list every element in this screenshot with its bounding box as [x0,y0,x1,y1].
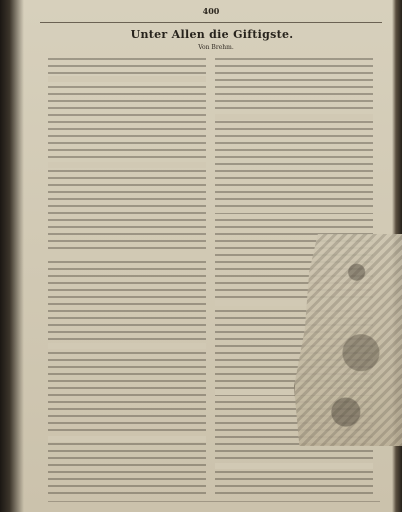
left-column-text-lines [48,58,206,496]
paragraph-gap [48,162,206,168]
paragraph-gap [48,254,206,260]
paragraph-gap [48,343,206,349]
page-header [40,6,382,23]
paragraph-gap [48,76,206,82]
paragraph-gap [48,436,206,442]
paragraph-gap [215,463,373,469]
left-text-column [48,58,206,496]
page-bottom-rule [48,501,380,502]
book-binding-shadow [0,0,24,512]
page-number: 400 [202,6,220,16]
article-byline: Von Brehm. [198,44,234,51]
paragraph-gap [215,114,373,120]
paragraph-gap [215,207,373,213]
article-title: Unter Allen die Giftigste. [130,28,294,41]
